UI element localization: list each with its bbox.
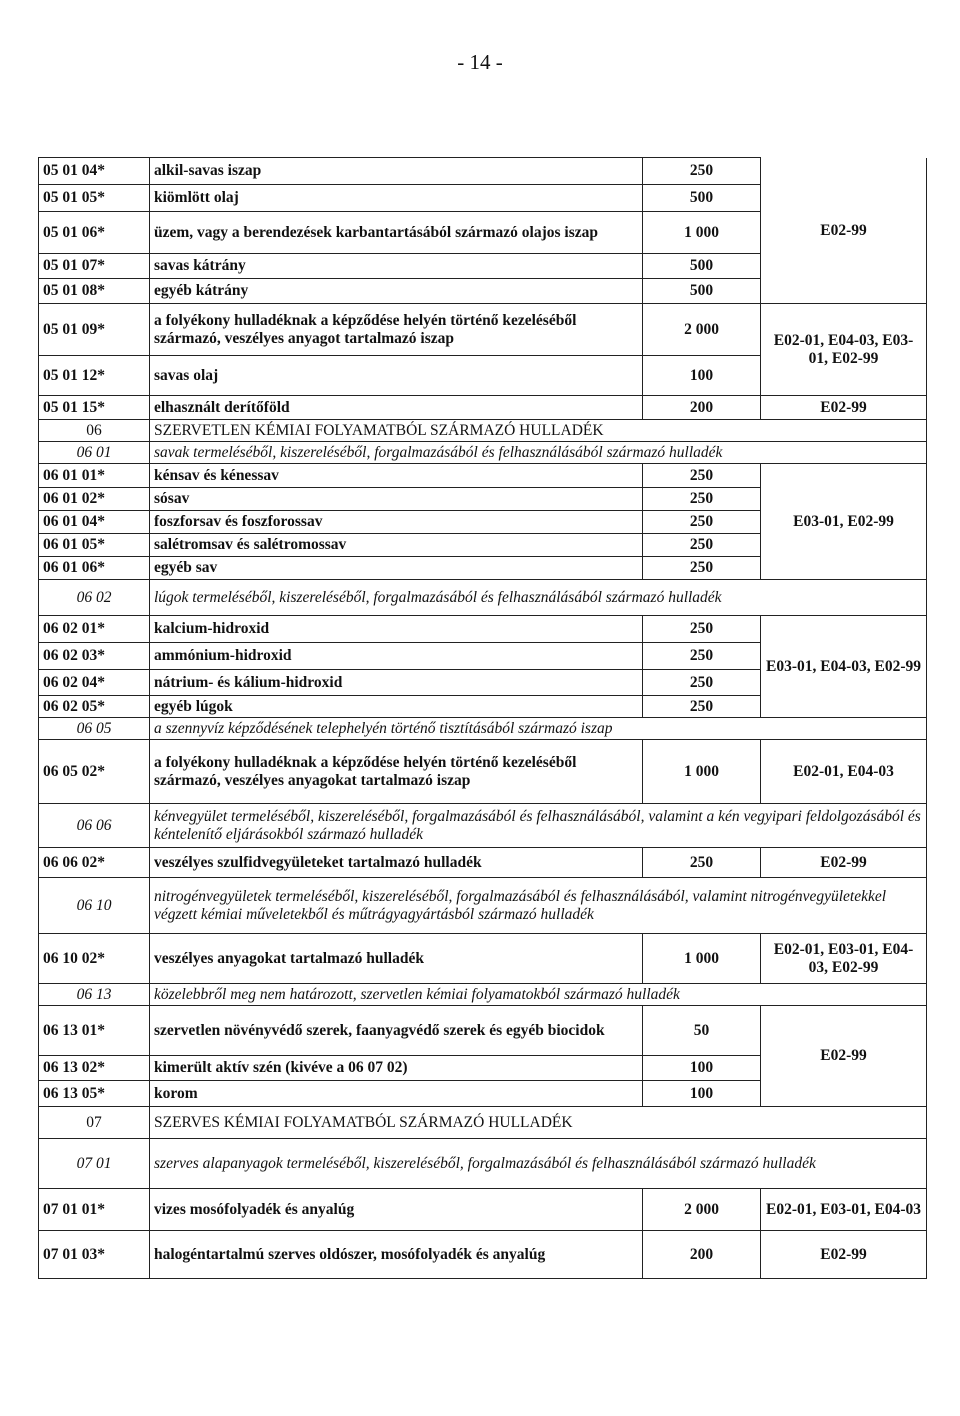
waste-name: a folyékony hulladéknak a képződése helyén történő kezeléséből származó, veszélyes anyagokat tartalmazó iszap xyxy=(150,740,643,804)
waste-name: kalcium-hidroxid xyxy=(150,616,643,643)
waste-name: egyéb kátrány xyxy=(150,279,643,304)
subchapter-code: 06 06 xyxy=(39,804,150,848)
waste-code: 06 01 02* xyxy=(39,488,150,511)
amount: 100 xyxy=(643,1056,761,1081)
waste-code: 05 01 07* xyxy=(39,254,150,279)
amount: 500 xyxy=(643,185,761,212)
table-row xyxy=(39,1107,927,1139)
subchapter-code: 06 02 xyxy=(39,580,150,616)
amount: 1 000 xyxy=(643,934,761,984)
chapter-title: SZERVES KÉMIAI FOLYAMATBÓL SZÁRMAZÓ HULLADÉK xyxy=(150,1107,927,1139)
waste-code: 06 01 01* xyxy=(39,464,150,488)
amount: 250 xyxy=(643,670,761,696)
amount: 250 xyxy=(643,511,761,534)
subchapter-code: 06 10 xyxy=(39,878,150,934)
waste-name: ammónium-hidroxid xyxy=(150,643,643,670)
amount: 250 xyxy=(643,534,761,557)
e-code-group: E02-99 xyxy=(761,396,927,420)
waste-code: 06 02 04* xyxy=(39,670,150,696)
amount: 250 xyxy=(643,616,761,643)
amount: 100 xyxy=(643,356,761,396)
amount: 200 xyxy=(643,1231,761,1279)
amount: 250 xyxy=(643,488,761,511)
waste-name: a folyékony hulladéknak a képződése helyén történő kezeléséből származó, veszélyes anyagot tartalmazó iszap xyxy=(150,304,643,356)
amount: 250 xyxy=(643,158,761,185)
waste-name: savas olaj xyxy=(150,356,643,396)
waste-code: 06 01 04* xyxy=(39,511,150,534)
table-row xyxy=(39,464,927,488)
waste-code: 06 02 03* xyxy=(39,643,150,670)
waste-name: alkil-savas iszap xyxy=(150,158,643,185)
subchapter-title: nitrogénvegyületek termeléséből, kiszereléséből, forgalmazásából és felhasználásából, valamint nitrogénvegyületekkel végzett kémiai műveletekből és műtrágyagyártásból származó hulladék xyxy=(150,878,927,934)
amount: 250 xyxy=(643,696,761,718)
e-code-group: E03-01, E04-03, E02-99 xyxy=(761,616,927,718)
waste-name: savas kátrány xyxy=(150,254,643,279)
table-row xyxy=(39,1139,927,1189)
waste-code: 06 06 02* xyxy=(39,848,150,878)
waste-name: salétromsav és salétromossav xyxy=(150,534,643,557)
waste-code: 07 01 03* xyxy=(39,1231,150,1279)
subchapter-code: 06 01 xyxy=(39,442,150,464)
e-code-group: E02-99 xyxy=(761,158,927,304)
waste-name: foszforsav és foszforossav xyxy=(150,511,643,534)
waste-code: 05 01 09* xyxy=(39,304,150,356)
table-row xyxy=(39,1189,927,1231)
subchapter-title: kénvegyület termeléséből, kiszereléséből, forgalmazásából és felhasználásából, valamint a kén vegyipari feldolgozásából és kéntelenítő eljárásokból származó hulladék xyxy=(150,804,927,848)
amount: 1 000 xyxy=(643,212,761,254)
waste-name: kiömlött olaj xyxy=(150,185,643,212)
waste-code: 06 05 02* xyxy=(39,740,150,804)
waste-code: 05 01 04* xyxy=(39,158,150,185)
table-row xyxy=(39,740,927,804)
waste-name: nátrium- és kálium-hidroxid xyxy=(150,670,643,696)
table-row xyxy=(39,848,927,878)
chapter-code: 06 xyxy=(39,420,150,442)
table-row xyxy=(39,1006,927,1056)
table-row xyxy=(39,616,927,643)
page-number: - 14 - xyxy=(457,50,503,74)
waste-code: 07 01 01* xyxy=(39,1189,150,1231)
waste-name: kénsav és kénessav xyxy=(150,464,643,488)
waste-name: elhasznált derítőföld xyxy=(150,396,643,420)
waste-name: korom xyxy=(150,1081,643,1107)
e-code-group: E02-99 xyxy=(761,1006,927,1107)
e-code-group: E03-01, E02-99 xyxy=(761,464,927,580)
waste-code: 05 01 05* xyxy=(39,185,150,212)
amount: 250 xyxy=(643,848,761,878)
subchapter-title: a szennyvíz képződésének telephelyén történő tisztításából származó iszap xyxy=(150,718,927,740)
waste-code: 06 13 01* xyxy=(39,1006,150,1056)
waste-name: halogéntartalmú szerves oldószer, mosófolyadék és anyalúg xyxy=(150,1231,643,1279)
waste-name: szervetlen növényvédő szerek, faanyagvédő szerek és egyéb biocidok xyxy=(150,1006,643,1056)
subchapter-title: savak termeléséből, kiszereléséből, forgalmazásából és felhasználásából származó hulladék xyxy=(150,442,927,464)
amount: 250 xyxy=(643,464,761,488)
table-row xyxy=(39,878,927,934)
table-row xyxy=(39,580,927,616)
subchapter-code: 06 05 xyxy=(39,718,150,740)
waste-code: 06 10 02* xyxy=(39,934,150,984)
subchapter-code: 06 13 xyxy=(39,984,150,1006)
waste-code: 06 13 05* xyxy=(39,1081,150,1107)
table-row xyxy=(39,984,927,1006)
subchapter-title: szerves alapanyagok termeléséből, kiszereléséből, forgalmazásából és felhasználásából származó hulladék xyxy=(150,1139,927,1189)
table-row xyxy=(39,396,927,420)
waste-code: 06 01 05* xyxy=(39,534,150,557)
amount: 100 xyxy=(643,1081,761,1107)
waste-name: vizes mosófolyadék és anyalúg xyxy=(150,1189,643,1231)
waste-name: sósav xyxy=(150,488,643,511)
table-row xyxy=(39,420,927,442)
amount: 500 xyxy=(643,279,761,304)
waste-code: 05 01 12* xyxy=(39,356,150,396)
waste-name: egyéb sav xyxy=(150,557,643,580)
amount: 2 000 xyxy=(643,304,761,356)
table-row xyxy=(39,804,927,848)
e-code: E02-99 xyxy=(761,1231,927,1279)
waste-name: üzem, vagy a berendezések karbantartásából származó olajos iszap xyxy=(150,212,643,254)
waste-code: 05 01 08* xyxy=(39,279,150,304)
table-row xyxy=(39,442,927,464)
table-row xyxy=(39,934,927,984)
amount: 50 xyxy=(643,1006,761,1056)
waste-name: veszélyes anyagokat tartalmazó hulladék xyxy=(150,934,643,984)
amount: 200 xyxy=(643,396,761,420)
waste-code: 06 13 02* xyxy=(39,1056,150,1081)
waste-code: 05 01 06* xyxy=(39,212,150,254)
subchapter-title: lúgok termeléséből, kiszereléséből, forgalmazásából és felhasználásából származó hulladék xyxy=(150,580,927,616)
chapter-title: SZERVETLEN KÉMIAI FOLYAMATBÓL SZÁRMAZÓ HULLADÉK xyxy=(150,420,927,442)
waste-code: 06 02 01* xyxy=(39,616,150,643)
waste-table xyxy=(38,157,927,1279)
subchapter-code: 07 01 xyxy=(39,1139,150,1189)
waste-name: egyéb lúgok xyxy=(150,696,643,718)
waste-code: 06 01 06* xyxy=(39,557,150,580)
waste-code: 06 02 05* xyxy=(39,696,150,718)
table-row xyxy=(39,1231,927,1279)
table-row xyxy=(39,718,927,740)
e-code: E02-01, E03-01, E04-03 xyxy=(761,1189,927,1231)
subchapter-title: közelebbről meg nem határozott, szervetlen kémiai folyamatokból származó hulladék xyxy=(150,984,927,1006)
amount: 250 xyxy=(643,643,761,670)
e-code-group: E02-01, E04-03, E03-01, E02-99 xyxy=(761,304,927,396)
waste-name: kimerült aktív szén (kivéve a 06 07 02) xyxy=(150,1056,643,1081)
table-row xyxy=(39,304,927,356)
waste-code: 05 01 15* xyxy=(39,396,150,420)
table-row xyxy=(39,158,927,185)
amount: 500 xyxy=(643,254,761,279)
waste-name: veszélyes szulfidvegyületeket tartalmazó hulladék xyxy=(150,848,643,878)
e-code: E02-01, E03-01, E04-03, E02-99 xyxy=(761,934,927,984)
e-code: E02-01, E04-03 xyxy=(761,740,927,804)
chapter-code: 07 xyxy=(39,1107,150,1139)
amount: 1 000 xyxy=(643,740,761,804)
amount: 2 000 xyxy=(643,1189,761,1231)
amount: 250 xyxy=(643,557,761,580)
e-code: E02-99 xyxy=(761,848,927,878)
